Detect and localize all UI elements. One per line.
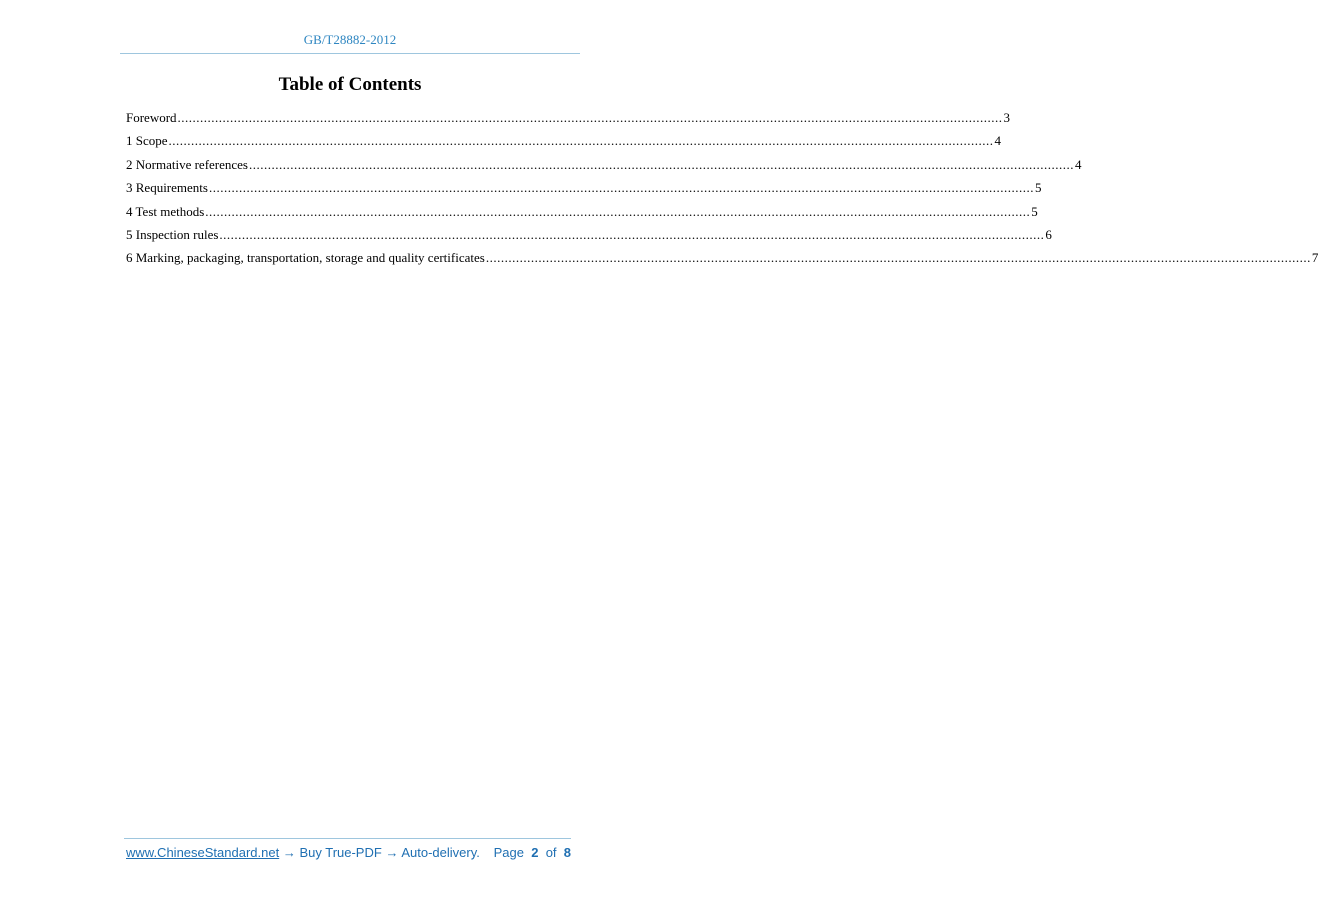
toc-entry-scope[interactable] bbox=[126, 133, 1002, 156]
arrow-right-icon: → bbox=[282, 845, 296, 860]
toc-entry-label: 5 Inspection rules bbox=[126, 226, 219, 242]
toc-entry-label: 6 Marking, packaging, transportation, storage and quality certificates bbox=[126, 250, 485, 266]
toc-entry-label: Foreword bbox=[126, 110, 177, 125]
toc-entry-page: 5 bbox=[1034, 180, 1042, 196]
footer-rule bbox=[124, 838, 571, 839]
page-title: Table of Contents bbox=[278, 74, 422, 95]
toc-leader-dots: ............................................................................................................................................................................................................................ bbox=[205, 203, 1031, 219]
toc-leader-dots: ............................................................................................................................................................................................................................ bbox=[485, 250, 1311, 266]
toc-entry-page: 3 bbox=[1003, 110, 1011, 125]
toc-leader-dots: ............................................................................................................................................................................................................................ bbox=[208, 180, 1034, 196]
toc-entry-page: 6 bbox=[1045, 226, 1052, 242]
toc-list bbox=[126, 110, 1318, 274]
toc-entry-inspection-rules[interactable] bbox=[126, 226, 1052, 250]
toc-entry-page: 5 bbox=[1031, 203, 1038, 219]
toc-leader-dots: ............................................................................................................................................................................................................................ bbox=[168, 133, 994, 149]
toc-entry-label: 4 Test methods bbox=[126, 203, 205, 219]
toc-entry-label: 2 Normative references bbox=[126, 156, 248, 172]
toc-entry-foreword[interactable] bbox=[126, 110, 1011, 133]
total-pages-number: 8 bbox=[563, 845, 571, 860]
toc-leader-dots: ............................................................................................................................................................................................................................ bbox=[219, 226, 1045, 242]
toc-entry-normative-references[interactable] bbox=[126, 156, 1082, 180]
toc-entry-label: 1 Scope bbox=[126, 133, 168, 149]
page-label: Page bbox=[493, 845, 524, 860]
toc-entry-page: 4 bbox=[1075, 156, 1082, 172]
toc-entry-marking-packaging[interactable] bbox=[126, 250, 1318, 273]
header-rule bbox=[120, 53, 580, 54]
buy-pdf-text: Buy True-PDF bbox=[299, 845, 382, 860]
toc-entry-page: 7 bbox=[1311, 250, 1318, 266]
toc-leader-dots: ............................................................................................................................................................................................................................ bbox=[177, 110, 1003, 125]
current-page-number: 2 bbox=[531, 845, 539, 860]
toc-entry-page: 4 bbox=[994, 133, 1002, 149]
toc-entry-test-methods[interactable] bbox=[126, 203, 1038, 227]
toc-leader-dots: ............................................................................................................................................................................................................................ bbox=[249, 156, 1074, 172]
arrow-right-icon: → bbox=[385, 845, 399, 860]
page-indicator bbox=[494, 845, 571, 860]
footer-promo bbox=[126, 845, 480, 860]
of-label: of bbox=[545, 845, 557, 860]
auto-delivery-text: Auto-delivery. bbox=[401, 845, 480, 860]
site-link[interactable]: www.ChineseStandard.net bbox=[126, 845, 280, 860]
toc-entry-requirements[interactable] bbox=[126, 180, 1042, 203]
header-code: GB/T28882-2012 bbox=[303, 32, 397, 47]
toc-entry-label: 3 Requirements bbox=[126, 180, 208, 196]
